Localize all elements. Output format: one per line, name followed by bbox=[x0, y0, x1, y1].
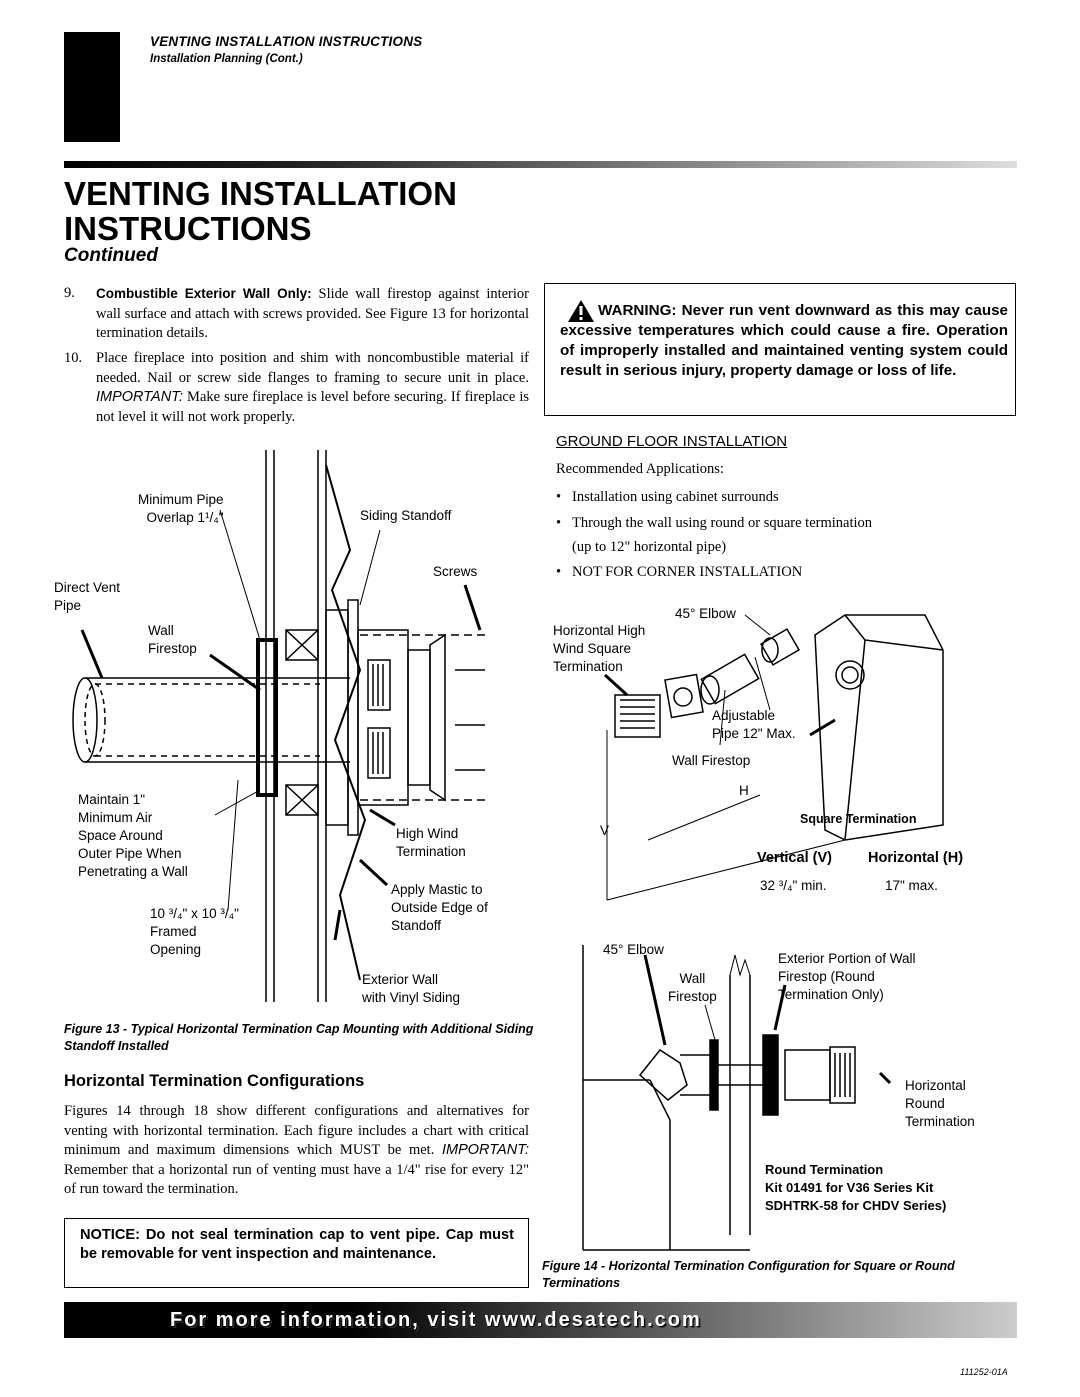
label-hw-square: Horizontal High Wind Square Termination bbox=[553, 623, 646, 674]
header-subsection: Installation Planning (Cont.) bbox=[150, 53, 303, 65]
table-value-horizontal: 17" max. bbox=[885, 878, 938, 893]
recommended-label: Recommended Applications: bbox=[556, 461, 724, 477]
bullet-3: • NOT FOR CORNER INSTALLATION bbox=[556, 564, 803, 580]
label-framed-opening: 10 ³/₄" x 10 ³/₄" Framed Opening bbox=[150, 906, 239, 957]
label-round-termination: Round Termination Kit 01491 for V36 Series Kit SDHTRK-58 for CHDV Series) bbox=[765, 1162, 947, 1213]
bullet-1: • Installation using cabinet surrounds bbox=[556, 489, 779, 505]
label-45-elbow-bottom: 45° Elbow bbox=[603, 942, 664, 957]
label-45-elbow-top: 45° Elbow bbox=[675, 606, 736, 621]
label-horizontal-round: Horizontal Round Termination bbox=[905, 1078, 975, 1129]
label-adjustable: Adjustable Pipe 12" Max. bbox=[712, 708, 796, 741]
bullet-2-cont: (up to 12" horizontal pipe) bbox=[572, 539, 727, 555]
label-exterior-portion: Exterior Portion of Wall Firestop (Round Termination Only) bbox=[778, 951, 916, 1002]
footer-link-text[interactable]: For more information, visit www.desatech.com bbox=[170, 1309, 702, 1331]
figure-13-caption: Figure 13 - Typical Horizontal Termination Cap Mounting with Additional Siding Standoff Installed bbox=[64, 1022, 534, 1053]
label-siding-standoff: Siding Standoff bbox=[360, 508, 452, 523]
label-exterior-wall: Exterior Wall with Vinyl Siding bbox=[362, 972, 461, 1005]
page-title: VENTING INSTALLATION INSTRUCTIONS bbox=[64, 175, 457, 247]
label-wall-firestop: Wall Firestop bbox=[148, 623, 197, 656]
figure-14-caption: Figure 14 - Horizontal Termination Configuration for Square or Round Terminations bbox=[542, 1259, 955, 1290]
label-wall-firestop-bottom: Wall Firestop bbox=[668, 971, 717, 1004]
continued-label: Continued bbox=[64, 245, 158, 266]
label-square-termination: Square Termination bbox=[800, 812, 917, 826]
header-section-title: VENTING INSTALLATION INSTRUCTIONS bbox=[150, 34, 423, 49]
label-h: H bbox=[739, 783, 749, 798]
label-direct-vent: Direct Vent Pipe bbox=[54, 580, 121, 613]
configs-heading: Horizontal Termination Configurations bbox=[64, 1072, 365, 1090]
label-high-wind: High Wind Termination bbox=[396, 826, 466, 859]
table-head-horizontal: Horizontal (H) bbox=[868, 850, 964, 866]
bullet-2: • Through the wall using round or square termination bbox=[556, 515, 873, 531]
label-screws: Screws bbox=[433, 564, 478, 579]
label-apply-mastic: Apply Mastic to Outside Edge of Standoff bbox=[391, 882, 488, 933]
ground-floor-heading: GROUND FLOOR INSTALLATION bbox=[556, 433, 788, 450]
step-10: 10. Place fireplace into position and shim with noncombustible material if needed. Nail or screw side flanges to framing to secure unit in place. IMPORTANT: Make sure fireplace is level before securing. If fireplace is not level it will not work properly. bbox=[64, 350, 529, 425]
header-rule bbox=[64, 161, 1017, 168]
notice-text: NOTICE: Do not seal termination cap to vent pipe. Cap must be removable for vent inspection and maintenance. bbox=[80, 1227, 514, 1262]
label-maintain: Maintain 1" Minimum Air Space Around Outer Pipe When Penetrating a Wall bbox=[78, 792, 188, 879]
label-min-pipe: Minimum Pipe Overlap 1¹/₄" bbox=[138, 492, 224, 525]
warning-text: WARNING: Never run vent downward as this may cause excessive temperatures which could cause a fire. Operation of improperly installed and maintained venting system could result in serious injury, property damage or loss of life. bbox=[560, 302, 1008, 379]
label-wall-firestop-top: Wall Firestop bbox=[672, 753, 751, 768]
header-black-block bbox=[64, 32, 120, 142]
table-head-vertical: Vertical (V) bbox=[757, 850, 832, 866]
table-value-vertical: 32 ³/₄" min. bbox=[760, 878, 827, 893]
configs-text: Figures 14 through 18 show different configurations and alternatives for venting with horizontal termination. Each figure includes a chart with critical minimum and maximum dimensions which MUST be met. IMPORTANT: Remember that a horizontal run of venting must have a 1/4" rise for every 12" of run toward the termination. bbox=[64, 1103, 529, 1197]
document-code: 111252-01A bbox=[960, 1367, 1008, 1377]
label-v: V bbox=[600, 823, 610, 838]
step-9: 9. Combustible Exterior Wall Only: Slide wall firestop against interior wall surface and attach with screws provided. See Figure 13 for horizontal termination details. bbox=[64, 285, 529, 341]
